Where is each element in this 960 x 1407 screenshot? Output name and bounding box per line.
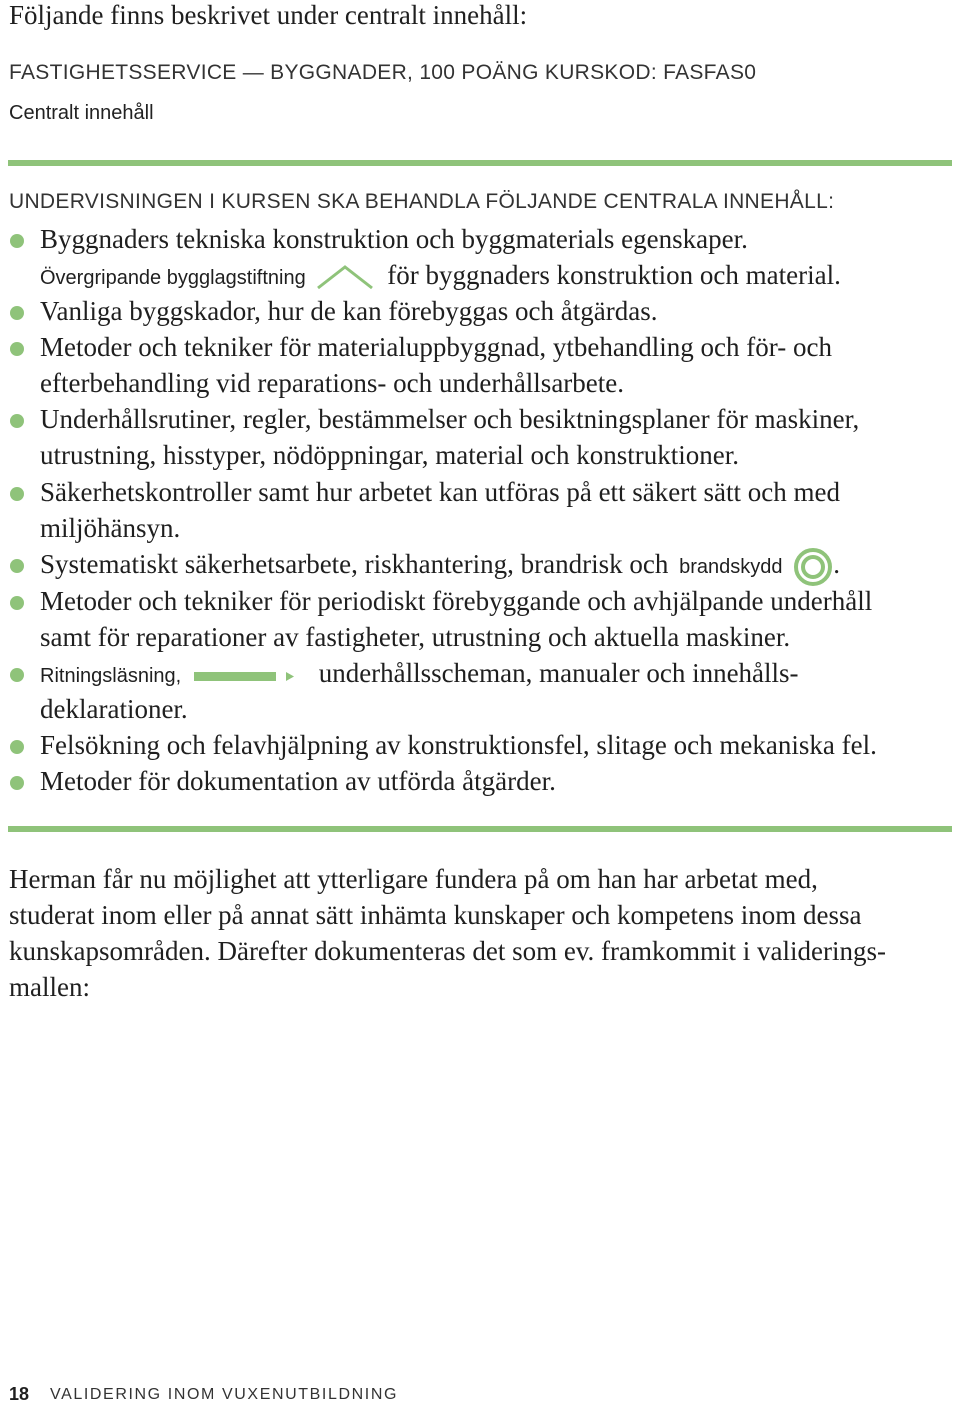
list-item: Vanliga byggskador, hur de kan förebyggas och åtgärdas.	[40, 296, 658, 326]
list-item	[40, 546, 840, 587]
closing-line: studerat inom eller på annat sätt inhämta kunskaper och kompetens inom dessa	[9, 900, 862, 930]
top-divider	[8, 160, 952, 166]
teaching-heading: UNDERVISNINGEN I KURSEN SKA BEHANDLA FÖLJANDE CENTRALA INNEHÅLL:	[9, 190, 835, 213]
sub-text: för byggnaders konstruktion och material.	[387, 260, 841, 290]
closing-line: Herman får nu möjlighet att ytterligare fundera på om han har arbetat med,	[9, 864, 818, 894]
target-icon	[793, 547, 833, 587]
closing-paragraph	[9, 861, 886, 1005]
bullet-marker	[10, 487, 24, 501]
list-item: Metoder och tekniker för periodiskt förebyggande och avhjälpande underhåll	[40, 586, 873, 616]
list-item-cont: miljöhänsyn.	[40, 513, 181, 543]
list-item-cont: utrustning, hisstyper, nödöppningar, material och konstruktioner.	[40, 440, 739, 470]
caret-up-icon	[316, 264, 374, 292]
bullet-marker	[10, 234, 24, 248]
course-heading: FASTIGHETSSERVICE — BYGGNADER, 100 POÄNG KURSKOD: FASFAS0	[9, 61, 757, 84]
item-end: .	[833, 549, 840, 579]
list-item	[40, 655, 799, 694]
central-content-label: Centralt innehåll	[9, 102, 154, 124]
footer-title: VALIDERING INOM VUXENUTBILDNING	[50, 1386, 399, 1403]
list-item: Säkerhetskontroller samt hur arbetet kan utföras på ett säkert sätt och med	[40, 477, 840, 507]
list-item-cont: efterbehandling vid reparations- och underhållsarbete.	[40, 368, 625, 398]
closing-line: mallen:	[9, 972, 90, 1002]
list-item: Metoder och tekniker för materialuppbyggnad, ytbehandling och för- och	[40, 332, 832, 362]
bottom-divider	[8, 826, 952, 832]
bullet-marker	[10, 306, 24, 320]
bullet-marker	[10, 668, 24, 682]
arrow-right-icon	[194, 666, 306, 686]
bullet-marker	[10, 559, 24, 573]
bullet-marker	[10, 740, 24, 754]
list-item: Felsökning och felavhjälpning av konstruktionsfel, slitage och mekaniska fel.	[40, 730, 877, 760]
list-item: Metoder för dokumentation av utförda åtgärder.	[40, 766, 556, 796]
bullet-marker	[10, 342, 24, 356]
bullet-marker	[10, 776, 24, 790]
list-item-sub	[40, 257, 841, 296]
item-sans-word: Ritningsläsning,	[40, 665, 182, 687]
bullet-marker	[10, 596, 24, 610]
page-number: 18	[9, 1384, 30, 1404]
sub-label: Övergripande bygglagstiftning	[40, 267, 306, 289]
item-sans-word: brandskydd	[679, 556, 783, 578]
item-text: Systematiskt säkerhetsarbete, riskhantering, brandrisk och	[40, 549, 669, 579]
list-item: Underhållsrutiner, regler, bestämmelser och besiktningsplaner för maskiner,	[40, 404, 860, 434]
closing-line: kunskapsområden. Därefter dokumenteras det som ev. framkommit i validerings-	[9, 936, 886, 966]
list-item-cont: deklarationer.	[40, 694, 188, 724]
bullet-marker	[10, 414, 24, 428]
item-text: underhållsscheman, manualer och innehålls-	[318, 658, 799, 688]
list-item: Byggnaders tekniska konstruktion och byggmaterials egenskaper.	[40, 224, 748, 254]
page-intro: Följande finns beskrivet under centralt innehåll:	[9, 0, 528, 30]
list-item-cont: samt för reparationer av fastigheter, utrustning och aktuella maskiner.	[40, 622, 791, 652]
